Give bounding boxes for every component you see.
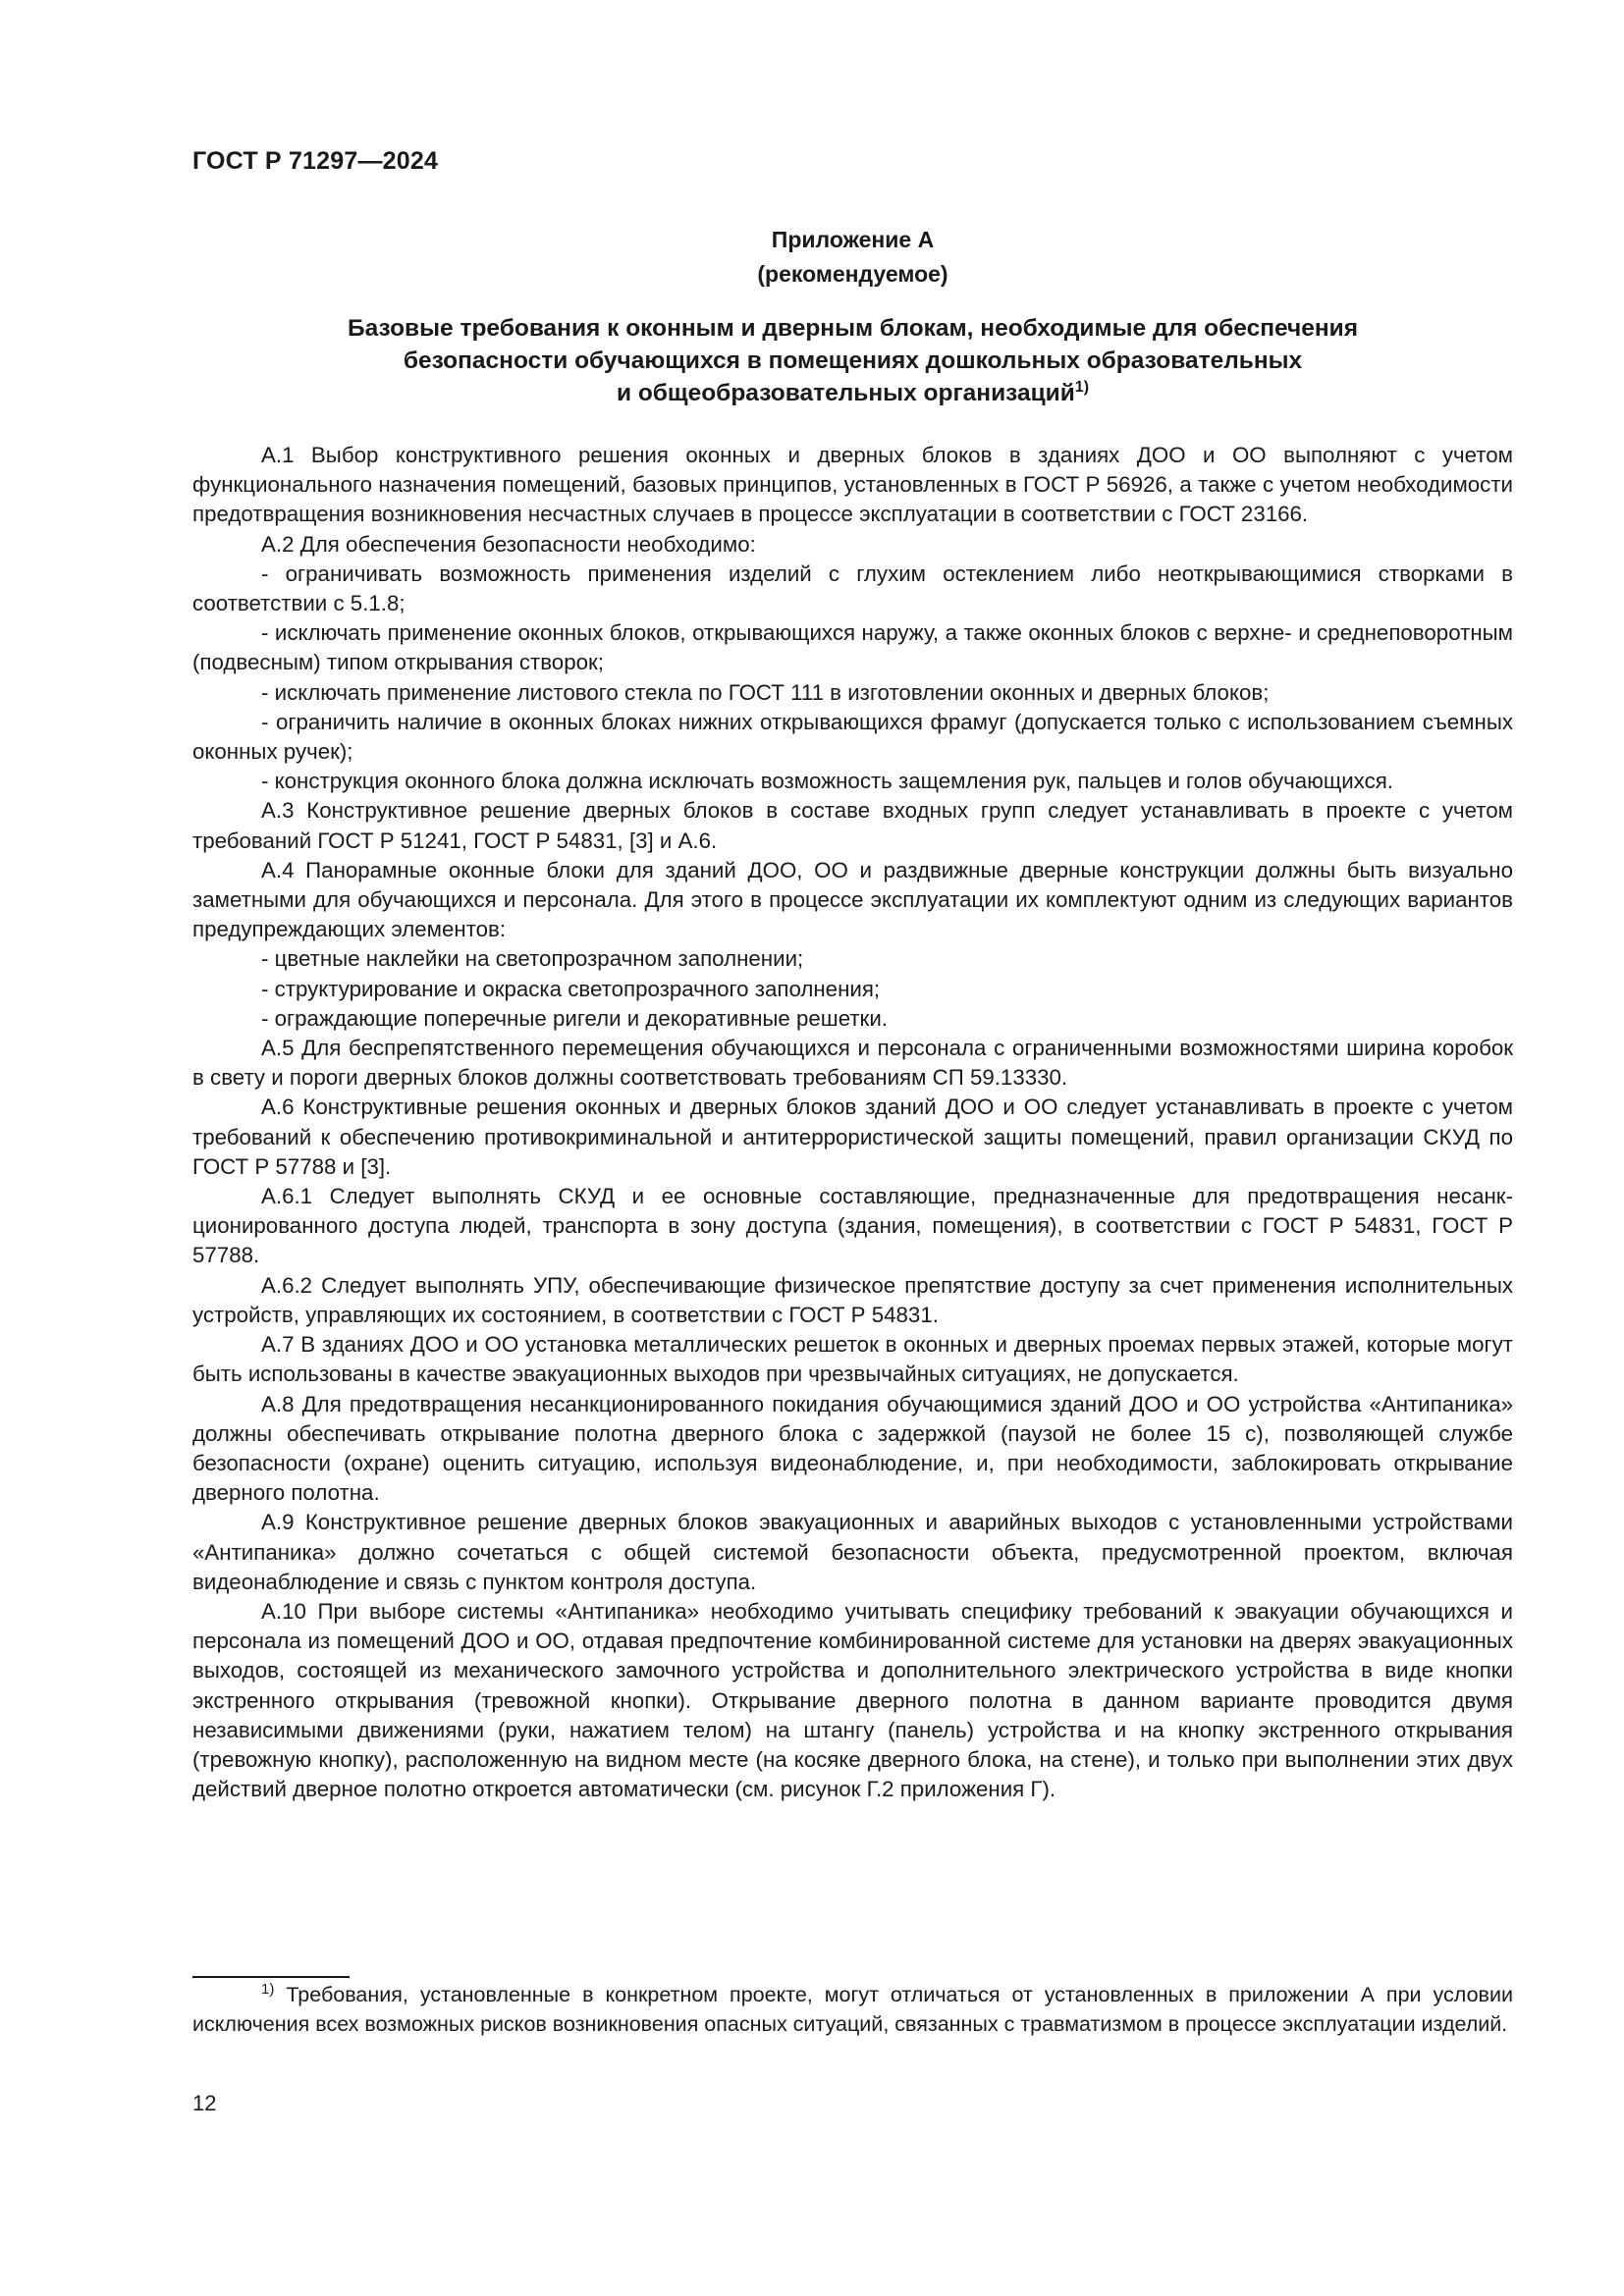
title-line-1: Базовые требования к оконным и дверным блокам, необходимые для обеспечения (347, 315, 1359, 342)
list-item: - исключать применение листового стекла по ГОСТ 111 в изготовлении оконных и дверных блоков; (261, 679, 1270, 705)
page-number: 12 (192, 2091, 217, 2115)
list-item: - цветные наклейки на светопрозрачном заполнении; (261, 946, 804, 972)
paragraph: А.2 Для обеспечения безопасности необходимо: (261, 531, 756, 557)
paragraph: А.7 В зданиях ДОО и ОО установка металлических решеток в оконных и дверных проемах первых этажей, которые могут быть использованы в качестве эвакуационных выходов при чрезвычайных ситуациях, не допускается. (192, 1332, 1513, 1387)
paragraph: А.6.2 Следует выполнять УПУ, обеспечивающие физическое препятствие доступу за счет применения исполнительных устройств, управляющих их состоянием, в соответствии с ГОСТ Р 54831. (192, 1272, 1513, 1327)
list-item: - структурирование и окраска светопрозрачного заполнения; (261, 976, 881, 1001)
title-line-2: безопасности обучающихся в помещениях дошкольных образовательных (403, 347, 1303, 374)
list-item: - исключать применение оконных блоков, открывающихся наружу, а также оконных блоков с верхне- и среднеповоротным (подвесным) типом открывания створок; (192, 620, 1513, 675)
paragraph: А.4 Панорамные оконные блоки для зданий ДОО, ОО и раздвижные дверные конструкции должны быть визуально заметными для обучающихся и персонала. Для этого в процессе эксплуатации их комплектуют одним из следующих вариантов предупреждающих элементов: (192, 857, 1513, 942)
paragraph: А.3 Конструктивное решение дверных блоков в составе входных групп следует устанавливать в проекте с учетом требований ГОСТ Р 51241, ГОСТ Р 54831, [3] и А.6. (192, 798, 1513, 853)
paragraph: А.6.1 Следует выполнять СКУД и ее основные составляющие, предназначенные для предотвращения несанкционированного доступа людей, транспорта в зону доступа (здания, помещения), в соответствии с ГОСТ Р 54831, ГОСТ Р 57788. (192, 1184, 1513, 1268)
document-header: ГОСТ Р 71297—2024 (192, 147, 439, 175)
appendix-heading (192, 223, 1513, 292)
title-line-3 (192, 377, 1513, 409)
paragraph: А.1 Выбор конструктивного решения оконных и дверных блоков в зданиях ДОО и ОО выполняют с учетом функционального назначения помещений, базовых принципов, установленных в ГОСТ Р 56926, а также с учетом необходимости предотвращения возникновения несчастных случаев в процессе эксплуатации в соответствии с ГОСТ 23166. (192, 443, 1513, 527)
list-item: - ограничить наличие в оконных блоках нижних открывающихся фрамуг (допускается только с использованием съемных оконных ручек); (192, 709, 1513, 765)
paragraph: А.9 Конструктивное решение дверных блоков эвакуационных и аварийных выходов с установленными устройствами «Антипаника» должно сочетаться с общей системой безопасности объекта, предусмотренной проектом, включая видеонаблюдение и связь с пунктом контроля доступа. (192, 1510, 1513, 1594)
footnote (192, 1980, 1513, 2039)
list-item: - ограждающие поперечные ригели и декоративные решетки. (261, 1005, 888, 1031)
appendix-title (192, 312, 1513, 409)
paragraph: А.6 Конструктивные решения оконных и дверных блоков зданий ДОО и ОО следует устанавливать в проекте с учетом требований к обеспечению противокриминальной и антитеррористической защиты помещений, правил организации СКУД по ГОСТ Р 57788 и [3]. (192, 1095, 1513, 1179)
title-footnote-mark: 1) (1074, 379, 1090, 396)
footnote-divider (192, 1976, 350, 1978)
body-text (192, 441, 1513, 1804)
paragraph: А.5 Для беспрепятственного перемещения обучающихся и персонала с ограниченными возможностями ширина коробок в свету и пороги дверных блоков должны соответствовать требованиям СП 59.13330. (192, 1036, 1513, 1091)
list-item: - конструкция оконного блока должна исключать возможность защемления рук, пальцев и голов обучающихся. (261, 769, 1393, 794)
appendix-label: Приложение А (771, 227, 935, 252)
paragraph: А.10 При выборе системы «Антипаника» необходимо учитывать специфику требований к эвакуации обучающихся и персонала из помещений ДОО и ОО, отдавая предпочтение комбинированной системе для установки на дверях эвакуационных выходов, состоящей из механического замочного устройства и дополнительного электрического устройства в виде кнопки экстренного открывания (тревожной кнопки). Открывание дверного полотна в данном варианте проводится двумя независимыми движениями (руки, нажатием телом) на штангу (панель) устройства и на кнопку экстренного открывания (тревожную кнопку), расположенную на видном месте (на косяке дверного блока, на стене), и только при выполнении этих двух действий дверное полотно откроется автоматически (см. рисунок Г.2 приложения Г). (192, 1598, 1513, 1802)
footnote-mark: 1) (261, 1981, 275, 1998)
list-item: - ограничивать возможность применения изделий с глухим остеклением либо неоткрывающимися створками в соответствии с 5.1.8; (192, 561, 1513, 616)
title-line-3-text: и общеобразовательных организаций (616, 380, 1075, 406)
paragraph: А.8 Для предотвращения несанкционированного покидания обучающимися зданий ДОО и ОО устройства «Антипаника» должны обеспечивать открывание полотна дверного блока с задержкой (паузой не более 15 с), позволяющей службе безопасности (охране) оценить ситуацию, используя видеонаблюдение, и, при необходимости, заблокировать открывание дверного полотна. (192, 1391, 1513, 1506)
appendix-status: (рекомендуемое) (757, 261, 948, 287)
footnote-text: Требования, установленные в конкретном проекте, могут отличаться от установленных в приложении А при условии исключения всех возможных рисков возникновения опасных ситуаций, связанных с травматизмом в процессе эксплуатации изделий. (192, 1983, 1513, 2036)
